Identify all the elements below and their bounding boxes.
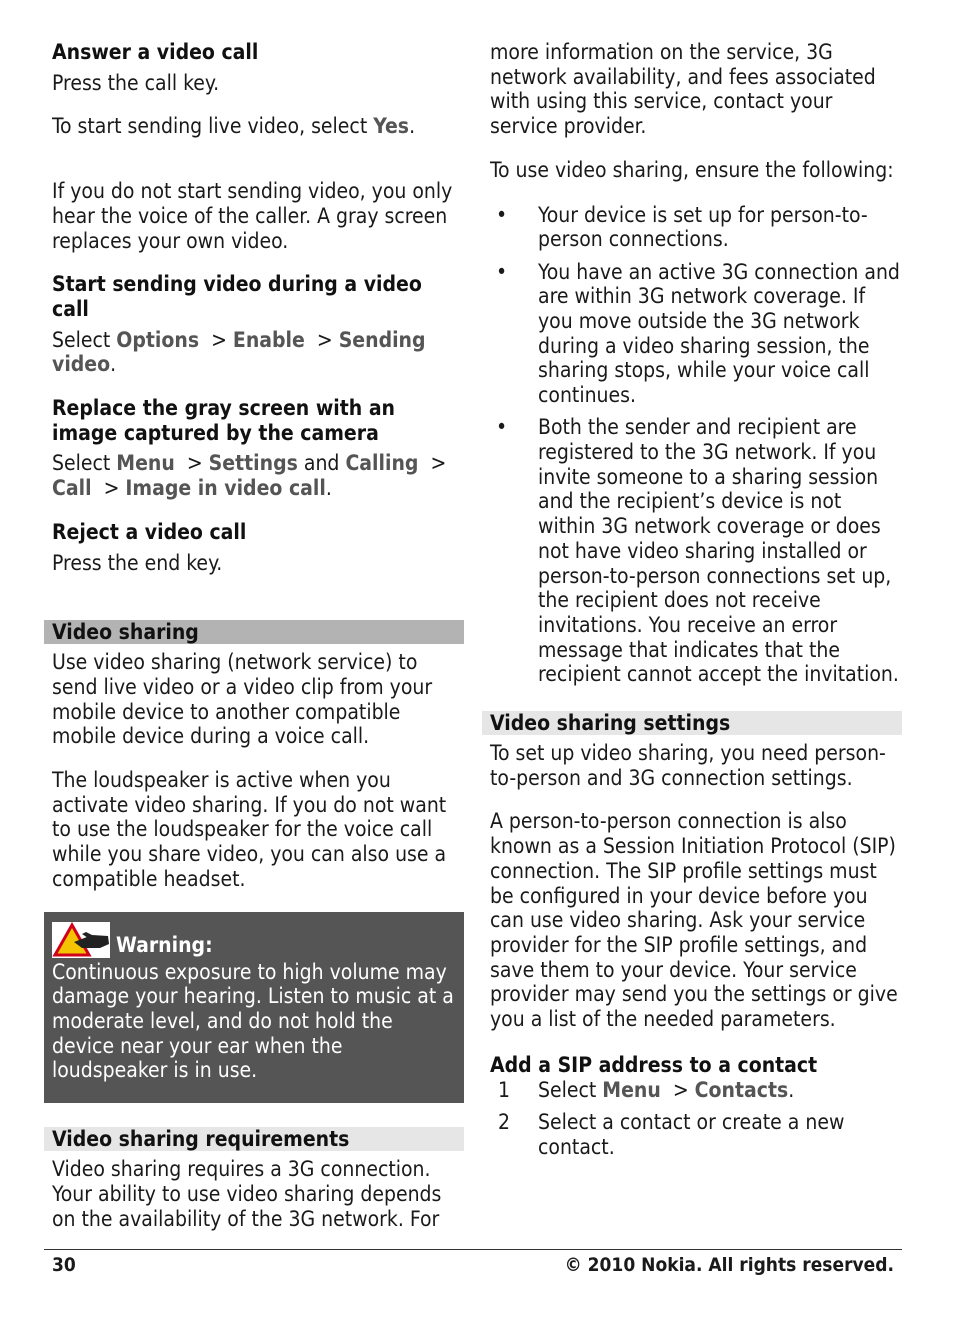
settings-p2: A person-to-person connection is also known as a Session Initiation Protocol (SIP) connection. The SIP profile settings must be configured in your device before you can use video sharing. Ask your service provider for the SIP profile settings, and save them to your device. Your service provider may send you the settings or give you a list of the needed parameters.	[490, 809, 898, 1032]
image-in-video-call-option: Image in video call	[125, 476, 326, 501]
call-option: Call	[52, 476, 92, 501]
sip-heading: Add a SIP address to a contact	[490, 1052, 818, 1077]
reject-heading: Reject a video call	[52, 519, 247, 544]
list-item: 1 Select Menu > Contacts.	[498, 1077, 795, 1102]
section-video-sharing: Video sharing	[44, 620, 464, 644]
ensure-p: To use video sharing, ensure the following:	[490, 157, 894, 182]
warning-title: Warning:	[116, 932, 213, 957]
list-item: • Both the sender and recipient are registered to the 3G network. If you invite someone to a sharing session and the recipient’s device is not within 3G network coverage or does not have video sharing installed or person-to-person connections set up, the recipient does not receive invitations. You receive an error message that indicates that the recipient cannot accept the invitation.	[496, 415, 899, 687]
replace-heading: Replace the gray screen with an image captured by the camera	[52, 396, 396, 445]
requirements-list	[490, 203, 902, 688]
requirements-p: Video sharing requires a 3G connection. Your ability to use video sharing depends on the availability of the 3G network. For	[52, 1157, 442, 1231]
right-column	[482, 40, 902, 1167]
warning-text: Continuous exposure to high volume may damage your hearing. Listen to music at a moderate level, and do not hold the device near your ear when the loudspeaker is in use.	[52, 959, 454, 1083]
options-option: Options	[116, 327, 200, 352]
list-item: • You have an active 3G connection and are within 3G network coverage. If you move outside the 3G network during a video sharing session, the sharing stops, while your voice call continues.	[496, 259, 900, 408]
answer-heading: Answer a video call	[52, 40, 259, 64]
list-item: • Your device is set up for person-to-person connections.	[496, 202, 868, 252]
yes-option: Yes	[373, 114, 410, 139]
copyright: © 2010 Nokia. All rights reserved.	[564, 1254, 894, 1276]
page-number: 30	[52, 1254, 76, 1276]
settings-option: Settings	[208, 451, 298, 476]
warning-box	[44, 912, 464, 1104]
answer-p2: To start sending live video, select Yes.	[52, 114, 416, 139]
enable-option: Enable	[232, 327, 305, 352]
replace-path: Select Menu > Settings and Calling > Call > Image in video call.	[52, 451, 447, 501]
answer-p3: If you do not start sending video, you only hear the voice of the caller. A gray screen replaces your own video.	[52, 179, 453, 253]
requirements-continued: more information on the service, 3G network availability, and fees associated with using this service, contact your service provider.	[490, 40, 876, 139]
sip-steps	[490, 1078, 902, 1160]
list-item: 2 Select a contact or create a new contact.	[498, 1109, 845, 1159]
calling-option: Calling	[345, 451, 419, 476]
warning-title-row	[52, 916, 456, 958]
start-heading: Start sending video during a video call	[52, 272, 422, 321]
start-path: Select Options > Enable > Sending video.	[52, 327, 426, 377]
settings-p1: To set up video sharing, you need person-to-person and 3G connection settings.	[490, 741, 886, 790]
video-sharing-p1: Use video sharing (network service) to send live video or a video clip from your mobile device to another compatible mobile device during a voice call.	[52, 650, 433, 749]
answer-p1: Press the call key.	[52, 70, 220, 95]
sending-video-option: Sending video	[52, 327, 426, 377]
contacts-option: Contacts	[694, 1077, 789, 1102]
reject-p: Press the end key.	[52, 550, 223, 575]
footer-rule	[44, 1249, 902, 1250]
warning-hand-icon	[52, 922, 110, 958]
section-video-sharing-settings: Video sharing settings	[482, 711, 902, 735]
section-video-sharing-requirements: Video sharing requirements	[44, 1127, 464, 1151]
menu-option: Menu	[602, 1077, 661, 1102]
left-column	[44, 40, 464, 1231]
menu-option: Menu	[116, 451, 175, 476]
video-sharing-p2: The loudspeaker is active when you activate video sharing. If you do not want to use the loudspeaker for the voice call while you share video, you can also use a compatible headset.	[52, 768, 447, 891]
